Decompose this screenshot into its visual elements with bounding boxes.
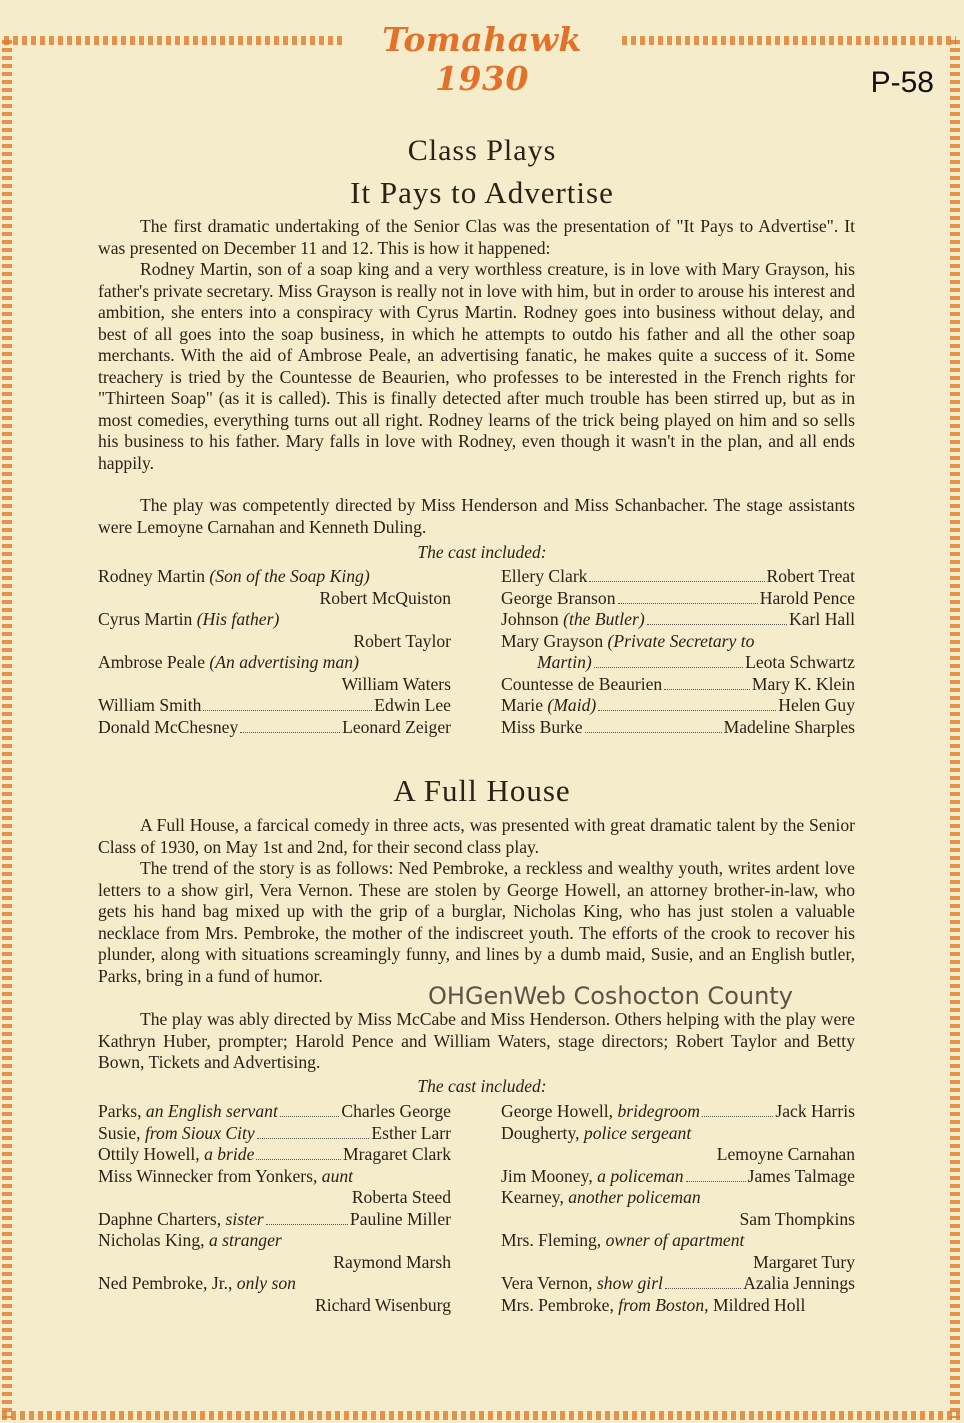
cast-entry: [98, 609, 451, 631]
leader-dots: [240, 732, 340, 733]
cast-desc: from Boston,: [618, 1294, 709, 1315]
cast-entry: [98, 566, 451, 588]
cast-role: Dougherty,: [501, 1122, 580, 1143]
cast-entry: [98, 1123, 451, 1145]
play1-cast-heading: The cast included:: [417, 542, 547, 562]
cast-desc: sister: [225, 1208, 264, 1229]
cast-role: Miss Burke: [501, 716, 583, 737]
leader-dots: [256, 1159, 341, 1160]
cast-desc: a stranger: [208, 1230, 282, 1250]
cast-actor: Robert Treat: [766, 566, 855, 586]
cast-desc: (the Butler): [563, 609, 645, 629]
cast-actor: Richard Wisenburg: [315, 1294, 451, 1315]
cast-actor: Roberta Steed: [351, 1187, 451, 1207]
cast-desc: a bride: [204, 1144, 255, 1164]
cast-role: George Branson: [501, 587, 616, 608]
cast-actor: Sam Thompkins: [739, 1208, 855, 1229]
leader-dots: [702, 1116, 773, 1117]
watermark: OHGenWeb Coshocton County: [428, 982, 793, 1010]
leader-dots: [594, 667, 743, 668]
cast-entry: [501, 609, 855, 631]
play2-paragraph-3: The play was ably directed by Miss McCabe and Miss Henderson. Others helping with the play were Kathryn Huber, prompter; Harold Pence and William Waters, stage directors; Robert Taylor and Betty Bown, Tickets and Advertising.: [98, 1009, 855, 1072]
leader-dots: [686, 1181, 746, 1182]
cast-entry: [501, 1273, 855, 1295]
cast-desc: only son: [236, 1273, 296, 1293]
cast-role: Marie: [501, 695, 544, 715]
leader-dots: [618, 603, 758, 604]
cast-actor: Raymond Marsh: [333, 1251, 451, 1272]
cast-role: Ned Pembroke, Jr.,: [98, 1273, 233, 1293]
cast-actor: Edwin Lee: [374, 695, 451, 715]
cast-role: Donald McChesney: [98, 716, 239, 737]
cast-entry: [98, 717, 451, 739]
leader-dots: [589, 581, 764, 582]
cast-role: Daphne Charters,: [98, 1208, 222, 1229]
cast-actor: Margaret Tury: [753, 1251, 855, 1272]
leader-dots: [257, 1138, 370, 1139]
cast-desc: (An advertising man): [209, 652, 359, 672]
play2-paragraph-1: A Full House, a farcical comedy in three acts, was presented with great dramatic talent by the Senior Class of 1930, on May 1st and 2nd, for their second class play.: [98, 815, 855, 857]
cast-entry: [98, 1144, 451, 1166]
cast-entry: [501, 674, 855, 696]
cast-role: Ambrose Peale: [98, 652, 205, 672]
cast-desc: bridegroom: [617, 1101, 700, 1121]
cast-desc: show girl: [596, 1273, 663, 1293]
play-title-2: A Full House: [393, 773, 571, 808]
cast-actor: Lemoyne Carnahan: [716, 1144, 855, 1164]
cast-entry: [98, 652, 451, 674]
leader-dots: [585, 732, 722, 733]
cast-entry: [98, 1166, 451, 1188]
cast-entry: [98, 1209, 451, 1231]
cast-actor: Karl Hall: [789, 609, 855, 629]
cast-role: Kearney,: [501, 1187, 564, 1207]
cast-desc: (Private Secretary to: [607, 630, 755, 651]
cast-entry: [501, 588, 855, 610]
cast-actor: Robert McQuiston: [319, 587, 451, 608]
page-border-bottom: [2, 1411, 960, 1420]
play2-cast-left: [98, 1101, 451, 1316]
play-title-1: It Pays to Advertise: [350, 175, 614, 210]
cast-role: Susie,: [98, 1122, 141, 1143]
cast-entry: [98, 695, 451, 717]
cast-actor: Jack Harris: [775, 1101, 855, 1121]
cast-entry: [501, 1166, 855, 1188]
leader-dots: [203, 710, 372, 711]
play1-paragraph-2: Rodney Martin, son of a soap king and a very worthless creature, is in love with Mary Grayson, his father's private secretary. Miss Grayson is really not in love with him, but in order to arouse his interest and ambition, she enters into a conspiracy with Cyrus Martin. Rodney goes into business without delay, and best of all goes into the soap business, in which he attempts to outdo his father and all the other soap merchants. With the aid of Ambrose Peale, an advertising fanatic, he makes quite a success of it. Some treachery is tried by the Countesse de Beaurien, who professes to be interested in the French rights for "Thirteen Soap" (as it is called). This is finally detected after much trouble has been stirred up, but as in most comedies, everything turns out all right. Rodney learns of the trick being played on him and so sells his business to his father. Mary falls in love with Rodney, even though it wasn't in the plan, and all ends happily.: [98, 259, 855, 473]
yearbook-banner: Tomahawk 1930: [382, 20, 582, 98]
cast-role: Nicholas King,: [98, 1230, 205, 1250]
cast-entry: [501, 631, 855, 653]
cast-actor: Mary K. Klein: [751, 673, 855, 694]
play2-cast-right: [501, 1101, 855, 1316]
cast-role: William Smith: [98, 695, 202, 715]
cast-entry: [98, 1101, 451, 1123]
cast-desc: a policeman: [597, 1165, 684, 1186]
cast-entry: [501, 566, 855, 588]
cast-entry: [501, 1123, 855, 1145]
cast-role: Countesse de Beaurien: [501, 673, 663, 694]
cast-entry: [501, 652, 855, 674]
cast-desc: Martin): [537, 652, 592, 672]
cast-entry: [501, 1101, 855, 1123]
cast-actor: James Talmage: [747, 1165, 855, 1186]
cast-desc: (Maid): [547, 695, 597, 715]
leader-dots: [598, 710, 776, 711]
cast-actor: Mragaret Clark: [343, 1144, 451, 1164]
cast-role: Mary Grayson: [501, 630, 604, 651]
cast-entry: [501, 1295, 855, 1317]
page-border-right: [950, 40, 960, 1418]
cast-desc: owner of apartment: [605, 1230, 745, 1250]
cast-actor: Azalia Jennings: [743, 1273, 855, 1293]
cast-entry: [501, 1187, 855, 1209]
cast-role: Ellery Clark: [501, 566, 588, 586]
cast-role: George Howell,: [501, 1101, 614, 1121]
cast-actor: William Waters: [341, 673, 451, 694]
leader-dots: [266, 1224, 348, 1225]
cast-role: Miss Winnecker from Yonkers,: [98, 1165, 318, 1186]
cast-role: Mrs. Pembroke,: [501, 1294, 614, 1315]
cast-actor: Helen Guy: [778, 695, 855, 715]
cast-desc: (His father): [196, 609, 280, 629]
cast-actor: Mildred Holl: [712, 1294, 806, 1315]
cast-role: Ottily Howell,: [98, 1144, 200, 1164]
play1-cast-left: [98, 566, 451, 738]
cast-role: Jim Mooney,: [501, 1165, 593, 1186]
page-border-top-right: [622, 36, 956, 45]
cast-role: Cyrus Martin: [98, 609, 193, 629]
cast-actor: Pauline Miller: [349, 1208, 451, 1229]
cast-entry: [501, 717, 855, 739]
cast-actor: Robert Taylor: [353, 630, 451, 651]
cast-desc: from Sioux City: [144, 1122, 255, 1143]
cast-actor: Madeline Sharples: [723, 716, 855, 737]
leader-dots: [664, 689, 750, 690]
play2-cast-heading: The cast included:: [417, 1076, 547, 1096]
cast-role: Vera Vernon,: [501, 1273, 593, 1293]
play2-paragraph-2: The trend of the story is as follows: Ned Pembroke, a reckless and wealthy youth, writes ardent love letters to a show girl, Vera Vernon. These are stolen by George Howell, an attorney brother-in-law, who gets his hand bag mixed up with the grip of a burglar, Nicholas King, who has just stolen a valuable necklace from Mrs. Pembroke, the mother of the indiscreet youth. The efforts of the crook to recover his plunder, along with situations screamingly funny, and lines by a dumb maid, Susie, and an English butler, Parks, bring in a fund of humor.: [98, 858, 855, 986]
cast-desc: aunt: [321, 1165, 354, 1186]
page-border-top-left: [4, 36, 344, 45]
play1-cast-right: [501, 566, 855, 738]
cast-actor: Harold Pence: [759, 587, 855, 608]
cast-desc: (Son of the Soap King): [209, 566, 370, 586]
leader-dots: [647, 624, 787, 625]
leader-dots: [665, 1288, 741, 1289]
page-number: P-58: [870, 66, 934, 99]
play1-paragraph-1: The first dramatic undertaking of the Senior Clas was the presentation of "It Pays to Advertise". It was presented on December 11 and 12. This is how it happened:: [98, 216, 855, 258]
cast-actor: Esther Larr: [371, 1122, 451, 1143]
cast-entry: [501, 695, 855, 717]
cast-desc: another policeman: [568, 1187, 701, 1207]
cast-desc: police sergeant: [583, 1122, 692, 1143]
cast-role: Johnson: [501, 609, 559, 629]
section-heading: Class Plays: [407, 134, 557, 167]
cast-desc: an English servant: [145, 1101, 278, 1121]
leader-dots: [280, 1116, 340, 1117]
cast-actor: Leota Schwartz: [745, 652, 855, 672]
page-border-left: [2, 40, 12, 1418]
cast-actor: Leonard Zeiger: [342, 716, 451, 737]
cast-role: Rodney Martin: [98, 566, 206, 586]
cast-entry: [501, 1230, 855, 1252]
cast-role: Parks,: [98, 1101, 142, 1121]
play1-paragraph-3: The play was competently directed by Miss Henderson and Miss Schanbacher. The stage assistants were Lemoyne Carnahan and Kenneth Duling.: [98, 495, 855, 537]
cast-entry: [98, 1230, 451, 1252]
cast-actor: Charles George: [341, 1101, 451, 1121]
cast-entry: [98, 1273, 451, 1295]
cast-role: Mrs. Fleming,: [501, 1230, 602, 1250]
